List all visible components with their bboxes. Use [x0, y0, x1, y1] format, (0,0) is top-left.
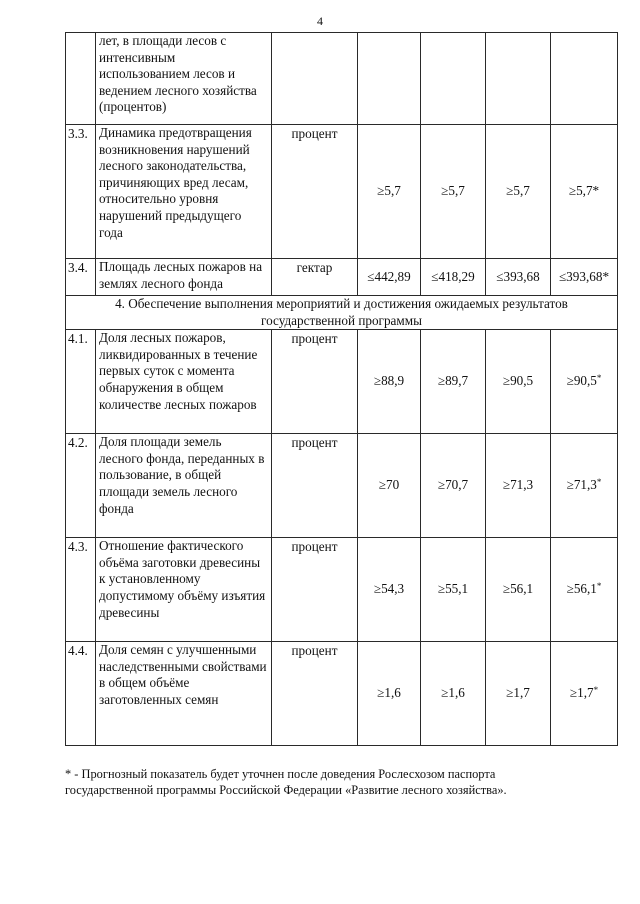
- unit-cell-text: процент: [291, 435, 338, 451]
- unit-cell-text: гектар: [296, 260, 333, 275]
- unit-cell: [272, 538, 358, 642]
- section-title: 4. Обеспечение выполнения мероприятий и достижения ожидаемых результатов государственной программы: [66, 296, 618, 330]
- footnote-marker: *: [593, 685, 599, 696]
- value-year-3-text: ≥1,7: [506, 685, 530, 701]
- value-year-3-text: ≥90,5: [502, 373, 534, 389]
- value-year-3-text: ≤393,68: [496, 268, 540, 284]
- value-year-2-text: ≥55,1: [437, 581, 469, 597]
- indicators-table: [65, 32, 618, 746]
- unit-cell: [272, 330, 358, 434]
- table-row: [66, 642, 618, 746]
- value-year-3: [486, 33, 551, 125]
- value-year-3: [486, 642, 551, 746]
- row-number-text: 4.2.: [68, 435, 88, 451]
- footnote: * - Прогнозный показатель будет уточнен после доведения Рослесхозом паспорта государственной программы Российской Федерации «Развитие лесного хозяйства».: [65, 767, 507, 797]
- value-year-1: [358, 33, 421, 125]
- unit-cell-text: процент: [291, 126, 338, 141]
- indicator-name-text: Площадь лесных пожаров на землях лесного фонда: [99, 259, 263, 291]
- row-number: [66, 125, 96, 259]
- indicator-name: [96, 33, 272, 125]
- value-year-3: [486, 125, 551, 259]
- indicator-name-text: Доля семян с улучшенными наследственными свойствами в общем объёме заготовленных семян: [99, 642, 267, 707]
- unit-cell: [272, 642, 358, 746]
- value-year-4: [551, 538, 618, 642]
- indicator-name: [96, 259, 272, 296]
- value-year-1-text: ≥54,3: [373, 581, 405, 597]
- value-year-3: [486, 538, 551, 642]
- row-number-text: 4.3.: [68, 539, 88, 555]
- row-number-text: 3.4.: [68, 260, 88, 275]
- value-year-4: [551, 434, 618, 538]
- value-year-2: [421, 259, 486, 296]
- table-row: [66, 259, 618, 296]
- value-year-2-text: ≥5,7: [441, 183, 465, 199]
- value-year-1: [358, 125, 421, 259]
- table-row: [66, 330, 618, 434]
- value-year-3: [486, 259, 551, 296]
- value-year-4: [551, 33, 618, 125]
- value-year-4-text: ≥1,7: [569, 685, 594, 701]
- value-year-1: [358, 330, 421, 434]
- section-header-row: [66, 296, 618, 330]
- unit-cell: [272, 259, 358, 296]
- value-year-4-text: ≥5,7*: [568, 183, 600, 199]
- value-year-3: [486, 330, 551, 434]
- value-year-2: [421, 434, 486, 538]
- footnote-marker: *: [596, 581, 602, 592]
- indicator-name: [96, 434, 272, 538]
- unit-cell-text: процент: [291, 331, 338, 347]
- row-number: [66, 642, 96, 746]
- value-year-4-text: ≥71,3: [566, 477, 597, 493]
- table-row: [66, 538, 618, 642]
- value-year-2-text: ≥1,6: [441, 685, 465, 701]
- table-row: [66, 434, 618, 538]
- indicator-name-text: Отношение фактического объёма заготовки древесины к установленному допустимому объёму изъятия древесины: [99, 538, 266, 620]
- value-year-4: [551, 642, 618, 746]
- value-year-2-text: ≥89,7: [437, 373, 469, 389]
- value-year-4: [551, 125, 618, 259]
- value-year-1: [358, 538, 421, 642]
- row-number: [66, 434, 96, 538]
- unit-cell: [272, 125, 358, 259]
- page-number: 4: [317, 14, 323, 28]
- unit-cell-text: процент: [291, 643, 338, 659]
- value-year-4-text: ≥90,5: [566, 373, 597, 389]
- value-year-2: [421, 33, 486, 125]
- indicator-name-text: лет, в площади лесов с интенсивным использованием лесов и ведением лесного хозяйства (процентов): [99, 33, 257, 115]
- row-number: [66, 259, 96, 296]
- value-year-1-text: ≤442,89: [367, 268, 411, 284]
- value-year-2: [421, 125, 486, 259]
- value-year-3-text: ≥71,3: [502, 477, 534, 493]
- indicator-name: [96, 538, 272, 642]
- indicator-name: [96, 642, 272, 746]
- row-number-text: 3.3.: [68, 126, 88, 141]
- value-year-4: [551, 330, 618, 434]
- indicator-name: [96, 125, 272, 259]
- unit-cell: [272, 33, 358, 125]
- row-number-text: 4.1.: [68, 331, 88, 347]
- row-number: [66, 538, 96, 642]
- value-year-3-text: ≥56,1: [502, 581, 534, 597]
- value-year-1: [358, 642, 421, 746]
- indicator-name-text: Динамика предотвращения возникновения нарушений лесного законодательства, причиняющих вред лесам, относительно уровня нарушений предыдущего года: [99, 125, 252, 240]
- value-year-1: [358, 434, 421, 538]
- value-year-3: [486, 434, 551, 538]
- footnote-marker: *: [596, 373, 602, 384]
- row-number: [66, 33, 96, 125]
- value-year-1: [358, 259, 421, 296]
- unit-cell: [272, 434, 358, 538]
- value-year-2: [421, 642, 486, 746]
- footnote-marker: *: [596, 477, 602, 488]
- value-year-2: [421, 538, 486, 642]
- value-year-2-text: ≤418,29: [431, 268, 475, 284]
- value-year-1-text: ≥70: [378, 477, 400, 493]
- value-year-3-text: ≥5,7: [506, 183, 530, 199]
- value-year-4-text: ≤393,68*: [558, 268, 610, 284]
- table-row: [66, 33, 618, 125]
- indicator-name: [96, 330, 272, 434]
- value-year-4: [551, 259, 618, 296]
- row-number-text: 4.4.: [68, 643, 88, 659]
- value-year-1-text: ≥88,9: [373, 373, 405, 389]
- indicator-name-text: Доля площади земель лесного фонда, переданных в пользование, в общей площади земель лесного фонда: [99, 434, 265, 516]
- value-year-1-text: ≥1,6: [377, 685, 401, 701]
- value-year-2: [421, 330, 486, 434]
- value-year-1-text: ≥5,7: [377, 183, 401, 199]
- value-year-4-text: ≥56,1: [566, 581, 597, 597]
- row-number: [66, 330, 96, 434]
- table-row: [66, 125, 618, 259]
- indicator-name-text: Доля лесных пожаров, ликвидированных в течение первых суток с момента обнаружения в общем количестве лесных пожаров: [99, 330, 258, 412]
- value-year-2-text: ≥70,7: [437, 477, 469, 493]
- unit-cell-text: процент: [291, 539, 338, 555]
